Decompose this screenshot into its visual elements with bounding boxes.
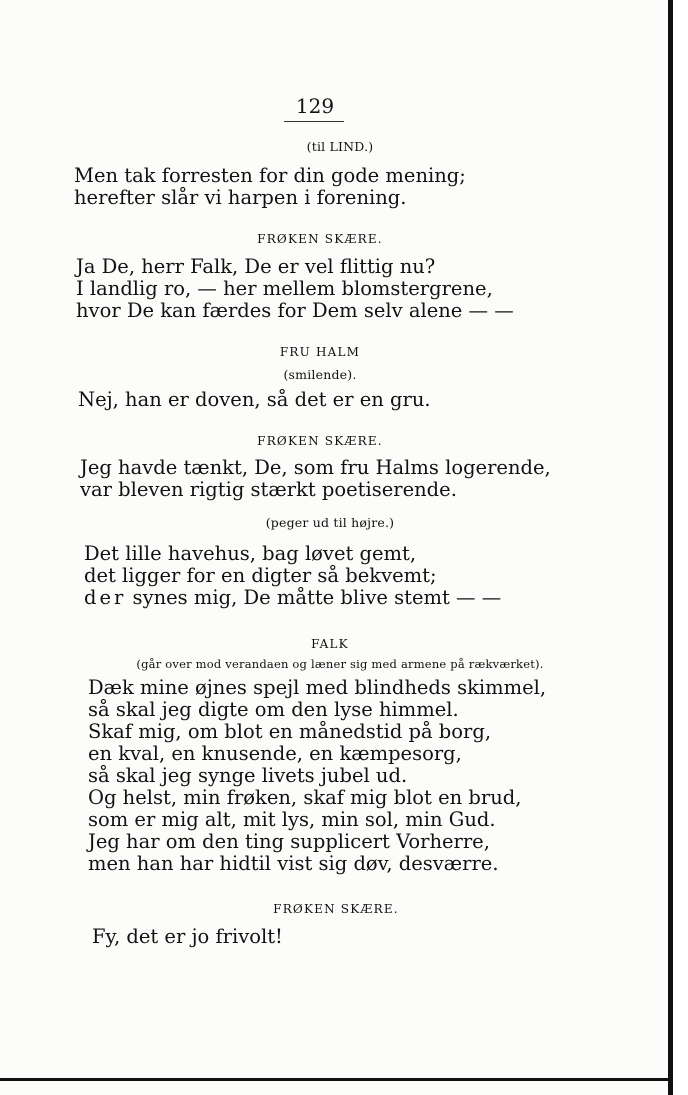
verse-block — [74, 165, 466, 209]
verse-line: men han har hidtil vist sig døv, desværre. — [88, 852, 499, 875]
verse-line: var bleven rigtig stærkt poetiserende. — [80, 478, 457, 501]
verse-block — [92, 926, 283, 948]
verse-line — [84, 587, 501, 609]
verse-line: Fy, det er jo frivolt! — [92, 925, 283, 948]
verse-line: Det lille havehus, bag løvet gemt, — [84, 542, 417, 565]
stage-direction: (til LIND.) — [306, 139, 374, 154]
verse-line: Skaf mig, om blot en månedstid på borg, — [88, 720, 492, 743]
page-number: 129 — [295, 94, 335, 118]
verse-line: Og helst, min frøken, skaf mig blot en brud, — [88, 786, 522, 809]
speaker-name: FRØKEN SKÆRE. — [257, 434, 383, 448]
speaker-name: FALK — [311, 637, 349, 651]
verse-line: Jeg har om den ting supplicert Vorherre, — [88, 830, 490, 853]
verse-line: I landlig ro, — her mellem blomstergrene, — [76, 277, 493, 300]
speaker-name: FRØKEN SKÆRE. — [257, 232, 383, 246]
stage-direction: (går over mod verandaen og læner sig med armene på rækværket). — [136, 657, 544, 671]
scan-edge-bottom — [0, 1078, 673, 1081]
verse-line: herefter slår vi harpen i forening. — [74, 186, 407, 209]
verse-line: så skal jeg digte om den lyse himmel. — [88, 698, 459, 721]
verse-line: hvor De kan færdes for Dem selv alene — — — [76, 299, 514, 322]
verse-line: Nej, han er doven, så det er en gru. — [78, 388, 431, 411]
verse-block — [84, 543, 501, 609]
speaker-name: FRØKEN SKÆRE. — [273, 902, 399, 916]
verse-block — [78, 389, 431, 411]
verse-block — [80, 457, 551, 501]
verse-line: Men tak forresten for din gode mening; — [74, 164, 466, 187]
verse-line: det ligger for en digter så bekvemt; — [84, 564, 437, 587]
verse-block — [88, 677, 546, 875]
verse-line: så skal jeg synge livets jubel ud. — [88, 764, 408, 787]
stage-direction: (smilende). — [283, 367, 357, 382]
verse-line: Jeg havde tænkt, De, som fru Halms logerende, — [80, 456, 551, 479]
verse-line-rest: synes mig, De måtte blive stemt — — — [126, 586, 502, 609]
verse-line: en kval, en knusende, en kæmpesorg, — [88, 742, 462, 765]
stage-direction: (peger ud til højre.) — [265, 515, 395, 530]
spaced-word: der — [84, 586, 127, 609]
speaker-name: FRU HALM — [279, 345, 361, 359]
verse-block — [76, 256, 514, 322]
verse-line: som er mig alt, mit lys, min sol, min Gud. — [88, 808, 496, 831]
page-number-rule — [284, 121, 344, 122]
verse-line: Dæk mine øjnes spejl med blindheds skimmel, — [88, 676, 547, 699]
verse-line: Ja De, herr Falk, De er vel flittig nu? — [76, 255, 436, 278]
scan-edge-right — [668, 0, 673, 1095]
